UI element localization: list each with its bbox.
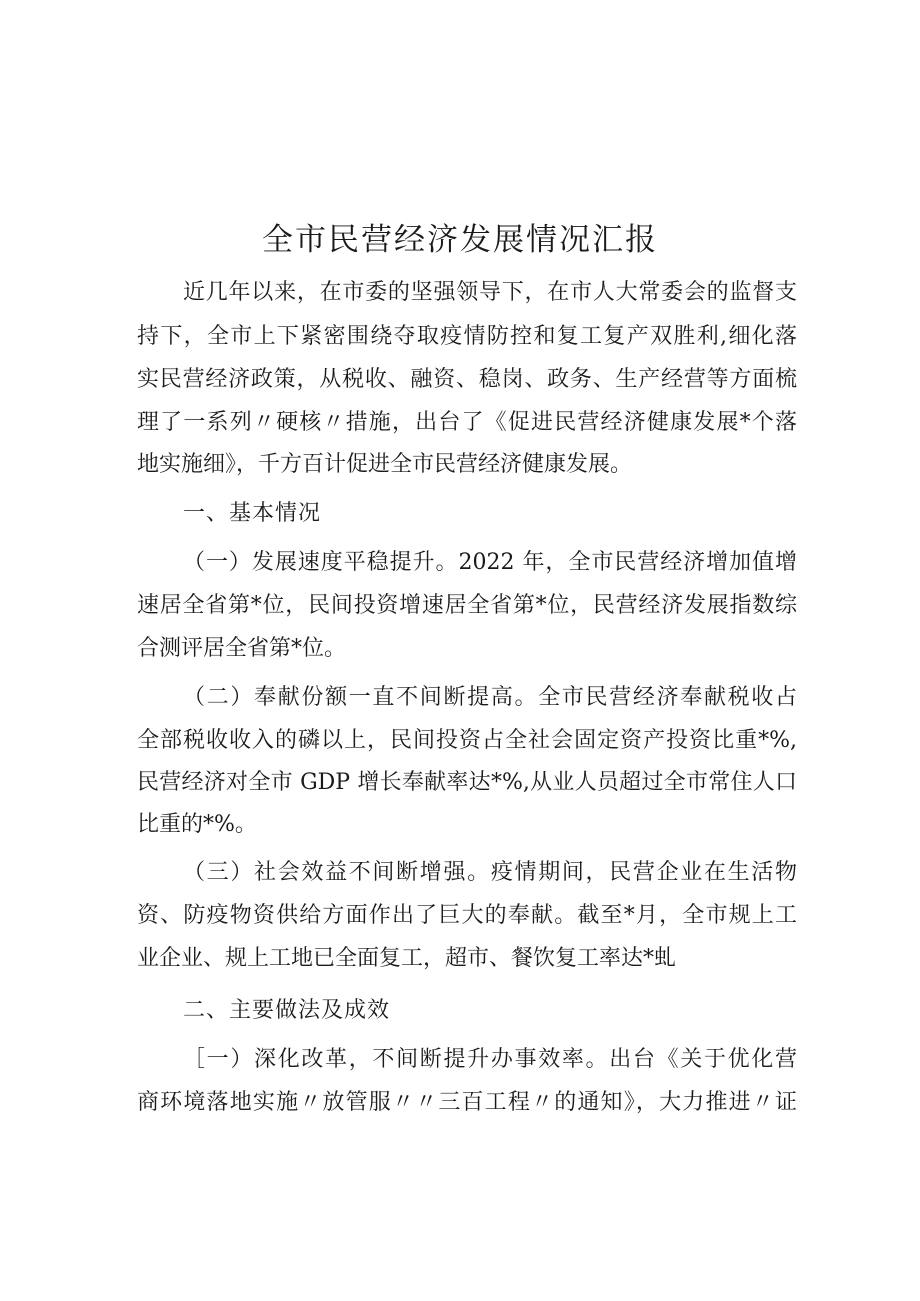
intro-line-1: 近几年以来，在市委的坚强领导下，在市人大常委会的监督支 — [183, 280, 797, 305]
intro-line-2: 持下，全市上下紧密围绕夺取疫情防控和复工复产双胜利,细化落 — [137, 324, 797, 349]
s1-p2-line-1: （二）奉献份额一直不间断提高。全市民营经济奉献税收占 — [183, 685, 797, 710]
s2-p1-line-1: ［一）深化改革，不间断提升办事效率。出台《关于优化营 — [183, 1047, 797, 1072]
s1-p3-line-1: （三）社会效益不间断增强。疫情期间，民营企业在生活物 — [183, 860, 797, 885]
s1-p3-line-2: 资、防疫物资供给方面作出了巨大的奉献。截至*月，全市规上工 — [137, 903, 797, 928]
intro-line-4: 理了一系列〃硬核〃措施，出台了《促进民营经济健康发展*个落 — [137, 410, 797, 435]
s2-p1-line-2: 商环境落地实施〃放管服〃〃三百工程〃的通知》，大力推进〃证 — [137, 1090, 797, 1115]
s1-p1-line-1: （一）发展速度平稳提升。2022 年，全市民营经济增加值增 — [183, 550, 797, 575]
intro-line-5: 地实施细》，千方百计促进全市民营经济健康发展。 — [137, 452, 633, 477]
intro-line-3: 实民营经济政策，从税收、融资、稳岗、政务、生产经营等方面梳 — [137, 367, 797, 392]
section-2-heading: 二、主要做法及成效 — [183, 998, 391, 1023]
s1-p1-line-3: 合测评居全省第*位。 — [137, 636, 347, 661]
document-title: 全市民营经济发展情况汇报 — [262, 222, 658, 258]
section-1-heading: 一、基本情况 — [183, 501, 322, 526]
s1-p2-line-2: 全部税收收入的磷以上，民间投资占全社会固定资产投资比重*%, — [137, 728, 797, 753]
s1-p1-line-2: 速居全省第*位，民间投资增速居全省第*位，民营经济发展指数综 — [137, 593, 797, 618]
s1-p3-line-3: 业企业、规上工地已全面复工，超市、餐饮复工率达*虬 — [137, 946, 677, 971]
s1-p2-line-4: 比重的*%。 — [137, 812, 257, 837]
s1-p2-line-3: 民营经济对全市 GDP 增长奉献率达*%,从业人员超过全市常住人口 — [137, 770, 797, 795]
